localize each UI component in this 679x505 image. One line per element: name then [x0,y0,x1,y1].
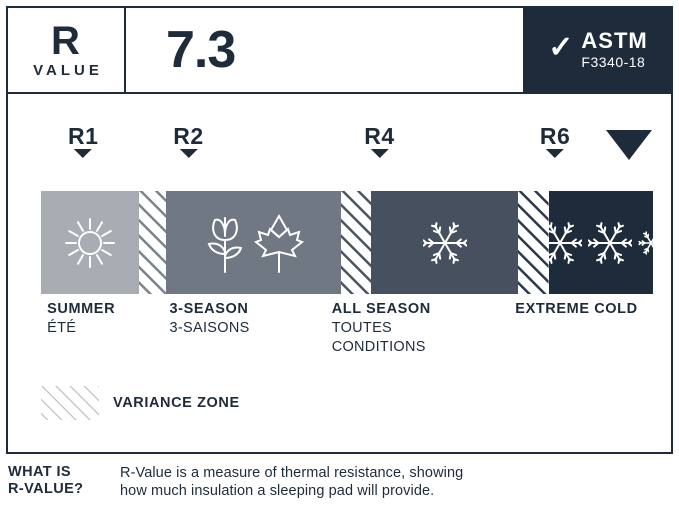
footer-description-line1: R-Value is a measure of thermal resistance, showing [120,465,464,481]
footer-title-line2: R-VALUE? [8,481,84,497]
scale-segment-summer [41,191,139,294]
r-value-card [6,6,673,454]
card-footer [8,464,671,500]
astm-standard-number: F3340-18 [581,54,646,70]
variance-zone-swatch [41,386,99,420]
segment-icon-group [41,191,139,294]
scale-label-secondary: ÉTÉ [47,320,77,336]
r-value-label-block [8,8,126,92]
scale-tick-r2 [173,124,203,158]
r-value-number: 7.3 [166,21,236,79]
scale-tick-label: R6 [539,123,571,149]
scale-label-primary: 3-SEASON [169,301,249,317]
scale-tick-r6 [540,124,570,158]
value-word: VALUE [33,61,103,79]
r-value-number-block [126,8,525,92]
scale-tick-label: R1 [68,123,99,149]
tick-arrow-icon [370,149,388,158]
tick-arrow-icon [179,149,197,158]
astm-badge [525,8,671,92]
segment-icon-group [371,191,518,294]
footer-title [8,464,120,498]
current-value-marker-icon [606,130,652,160]
scale-label-secondary: CONDITIONS [331,339,426,355]
footer-title-line1: WHAT IS [8,464,71,480]
scale-label-extreme-cold [515,300,637,319]
astm-text-block [581,30,647,70]
scale-label-3-season [170,300,250,338]
scale-segment-three-season [166,191,340,294]
scale-tick-r1 [68,124,98,158]
flower-icon [203,210,247,276]
segment-icon-group [166,191,340,294]
variance-zone-label: VARIANCE ZONE [113,395,240,411]
astm-standard-name: ASTM [581,28,648,53]
sun-icon [59,212,121,274]
scale-segment-variance-3 [518,191,549,294]
tick-arrow-icon [74,149,92,158]
tick-arrow-icon [546,149,564,158]
maple-leaf-icon [253,212,305,274]
card-header [8,8,671,92]
r-value-scale-bar [41,191,653,294]
scale-segment-all-season [371,191,518,294]
footer-description [120,464,463,500]
scale-segment-extreme-cold [549,191,653,294]
scale-label-secondary: TOUTES [331,320,393,336]
snowflake-icon [423,221,467,265]
scale-label-primary: EXTREME COLD [515,301,638,317]
scale-segment-variance-2 [341,191,372,294]
variance-zone-legend [41,386,240,420]
scale-label-primary: ALL SEASON [331,301,431,317]
r-letter: R [51,18,81,63]
snowflake-icon [549,221,582,265]
scale-label-all-season [332,300,431,357]
scale-segment-variance-1 [139,191,167,294]
scale-label-primary: SUMMER [47,301,116,317]
scale-label-summer [47,300,115,338]
segment-icon-group [549,191,653,294]
snowflake-small-icon [638,230,653,256]
footer-description-line2: how much insulation a sleeping pad will provide. [120,483,435,499]
check-icon: ✓ [548,31,574,64]
scale-label-secondary: 3-SAISONS [169,320,250,336]
scale-tick-label: R4 [364,123,395,149]
snowflake-icon [588,221,632,265]
scale-label-row [41,300,653,380]
scale-tick-label: R2 [173,123,204,149]
scale-tick-row [8,94,671,180]
scale-tick-r4 [364,124,394,158]
card-body [8,92,671,454]
